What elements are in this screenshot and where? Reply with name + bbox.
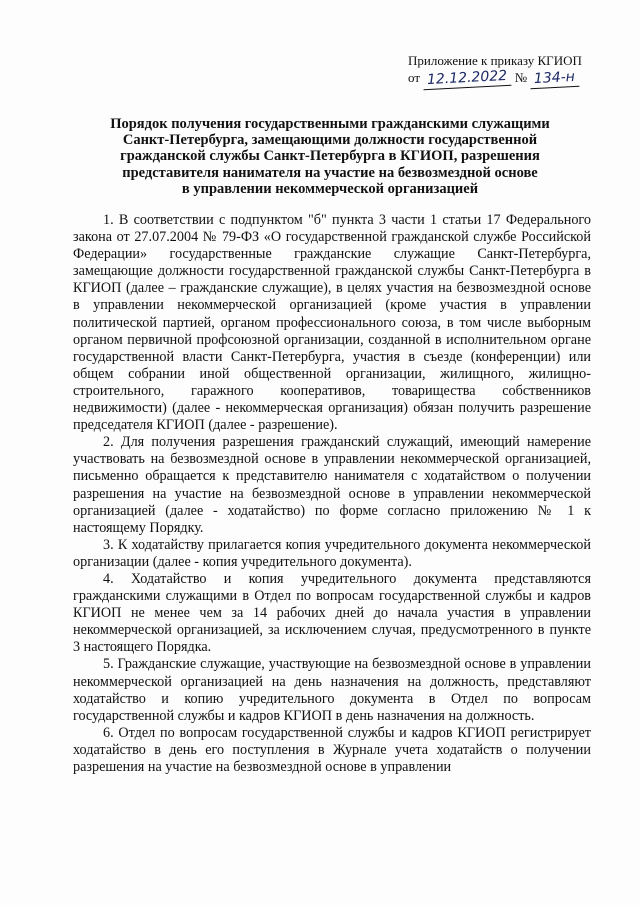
appendix-label: Приложение к приказу КГИОП: [408, 53, 582, 68]
title-line: Порядок получения государственными гражданскими служащими: [110, 116, 550, 132]
order-date-number-line: [408, 69, 618, 88]
paragraph-2: 2. Для получения разрешения гражданский служащий, имеющий намерение участвовать на безвозмездной основе в управлении некоммерческой организацией, письменно обращается к представителю нанимателя с ходатайством о получении разрешения на участие на безвозмездной основе в управлении некоммерческой организацией (далее - ходатайство) по форме согласно приложению № 1 к настоящему Порядку.: [73, 434, 591, 536]
title-line: Санкт-Петербурга, замещающими должности государственной: [122, 132, 538, 149]
paragraph-5: 5. Гражданские служащие, участвующие на безвозмездной основе в управлении некоммерческой организацией на день назначения на должность, представляют ходатайство и копию учредительного документа в Отдел по вопросам государственной службы и кадров КГИОП в день назначения на должность.: [73, 656, 591, 724]
title-line: гражданской службы Санкт-Петербурга в КГИОП, разрешения: [120, 148, 540, 165]
paragraph-3: 3. К ходатайству прилагается копия учредительного документа некоммерческой организации (далее - копия учредительного документа).: [73, 536, 591, 570]
order-number: 134-н: [530, 69, 580, 90]
document-title: [90, 116, 570, 197]
date-prefix: от: [408, 70, 421, 85]
paragraph-6: 6. Отдел по вопросам государственной службы и кадров КГИОП регистрирует ходатайство в день его поступления в Журнале учета ходатайств о получении разрешения на участие на безвозмездной основе в управлении: [73, 724, 591, 775]
title-line: в управлении некоммерческой организацией: [181, 180, 479, 197]
appendix-header: [408, 52, 618, 88]
title-line: представителя нанимателя на участие на безвозмездной основе: [122, 164, 538, 181]
number-prefix: №: [514, 70, 528, 85]
paragraph-1: 1. В соответствии с подпунктом "б" пункта 3 части 1 статьи 17 Федерального закона от 27.07.2004 № 79-ФЗ «О государственной гражданской службе Российской Федерации» государственные гражданские служащие Санкт-Петербурга, замещающие должности государственной гражданской службы Санкт-Петербурга в КГИОП (далее – гражданские служащие), в целях участия на безвозмездной основе в управлении некоммерческой организацией (кроме участия в управлении политической партией, органом профессионального союза, в том числе выборным органом первичной профсоюзной организации, созданной в исполнительном органе государственной власти Санкт-Петербурга, участия в съезде (конференции) или общем собрании иной общественной организации, жилищного, жилищно-строительного, гаражного кооперативов, товарищества собственников недвижимости) (далее - некоммерческая организация) обязан получить разрешение председателя КГИОП (далее - разрешение).: [73, 212, 591, 434]
document-body: [73, 212, 591, 776]
order-date: 12.12.2022: [423, 68, 512, 91]
paragraph-4: 4. Ходатайство и копия учредительного документа представляются гражданскими служащими в Отдел по вопросам государственной службы и кадров КГИОП не менее чем за 14 рабочих дней до начала участия в управлении некоммерческой организацией, за исключением случая, предусмотренного в пункте 3 настоящего Порядка.: [73, 570, 591, 656]
